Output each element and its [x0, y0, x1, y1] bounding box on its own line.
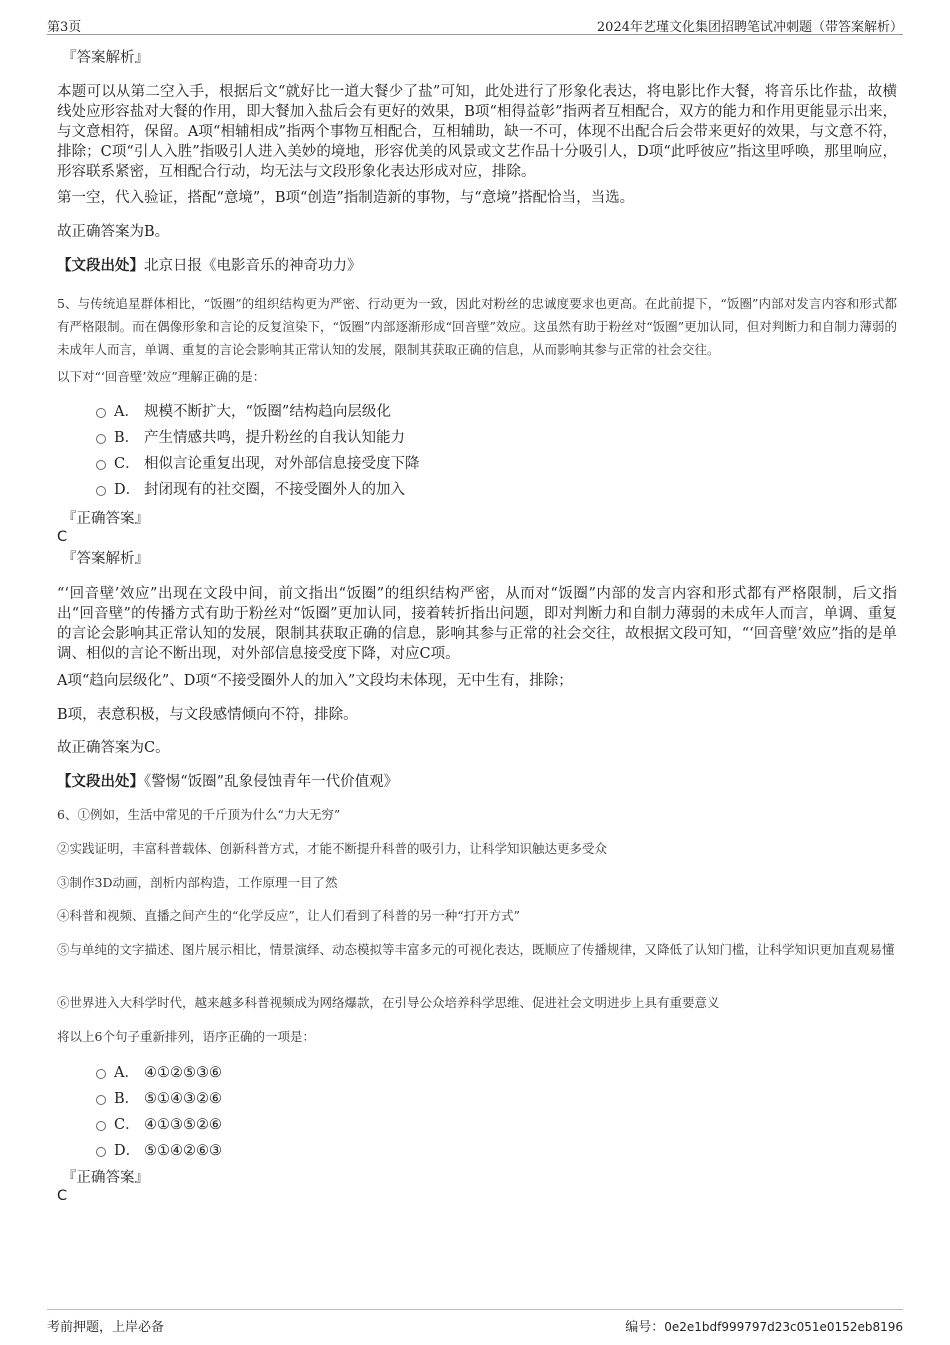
q6-sentence-3: ③制作3D动画，剖析内部构造，工作原理一目了然 — [57, 875, 338, 890]
q5-analysis-label: 『答案解析』 — [62, 551, 149, 567]
q6-option-b[interactable]: B． ⑤①④③②⑥ — [96, 1089, 222, 1109]
q4-analysis-label: 『答案解析』 — [62, 50, 149, 66]
q6-option-a[interactable]: A． ④①②⑤③⑥ — [96, 1063, 222, 1083]
q5-analysis-paragraph-1: “‘回音壁’效应”出现在文段中间，前文指出“饭圈”的组织结构严密，从而对“饭圈”内部的发言内容和形式都有严格限制，后文指出“回音壁”的传播方式有助于粉丝对“饭圈”更加认同，接着转折指出问题，即对判断力和自制力薄弱的未成年人而言，单调、重复的言论会影响其正常认知的发展，限制其获取正确的信息，影响其参与正常的社会交往，故根据文段可知，“‘回音壁’效应”指的是单调、相似的言论不断出现，对外部信息接受度下降，对应C项。 — [57, 586, 897, 662]
q5-option-b[interactable]: B． 产生情感共鸣，提升粉丝的自我认知能力 — [96, 428, 405, 448]
q6-option-d[interactable]: D． ⑤①④②⑥③ — [96, 1141, 222, 1161]
radio-icon[interactable] — [96, 1095, 106, 1105]
q5-question: 以下对“‘回音壁’效应”理解正确的是： — [57, 369, 266, 384]
q6-sentence-4: ④科普和视频、直播之间产生的“化学反应”，让人们看到了科普的另一种“打开方式” — [57, 908, 521, 923]
page-header — [47, 14, 903, 35]
q5-option-d[interactable]: D． 封闭现有的社交圈，不接受圈外人的加入 — [96, 480, 405, 500]
q6-option-c[interactable]: C． ④①③⑤②⑥ — [96, 1115, 222, 1135]
radio-icon[interactable] — [96, 460, 106, 470]
q4-analysis-paragraph-2: 第一空，代入验证，搭配“意境”，B项“创造”指制造新的事物，与“意境”搭配恰当，当选。 — [57, 190, 635, 206]
q5-option-a[interactable]: A． 规模不断扩大，“饭圈”结构趋向层级化 — [96, 402, 391, 422]
q5-source-label: 【文段出处】 — [57, 773, 144, 790]
radio-icon[interactable] — [96, 486, 106, 496]
document-title: 2024年艺瑾文化集团招聘笔试冲刺题（带答案解析） — [596, 20, 903, 35]
page-number: 第3页 — [47, 20, 82, 35]
document-code: 编号：0e2e1bdf999797d23c051e0152eb8196 — [625, 1320, 903, 1335]
q4-analysis-paragraph-3: 故正确答案为B。 — [57, 224, 170, 240]
q6-correct-answer: C — [57, 1188, 68, 1204]
q5-analysis-paragraph-3: B项，表意积极，与文段感情倾向不符，排除。 — [57, 707, 358, 723]
radio-icon[interactable] — [96, 434, 106, 444]
radio-icon[interactable] — [96, 1121, 106, 1131]
radio-icon[interactable] — [96, 1069, 106, 1079]
q6-sentence-5: ⑤与单纯的文字描述、图片展示相比，情景演绎、动态模拟等丰富多元的可视化表达，既顺应了传播规律，又降低了认知门槛，让科学知识更加直观易懂 — [57, 942, 895, 957]
q5-option-c[interactable]: C． 相似言论重复出现，对外部信息接受度下降 — [96, 454, 420, 474]
q4-source-text: 北京日报《电影音乐的神奇功力》 — [144, 258, 362, 274]
q6-sentence-1: 6、①例如，生活中常见的千斤顶为什么“力大无穷” — [57, 807, 341, 822]
q5-analysis-paragraph-2: A项“趋向层级化”、D项“不接受圈外人的加入”文段均未体现，无中生有，排除； — [57, 673, 573, 689]
footer-slogan: 考前押题，上岸必备 — [47, 1320, 165, 1335]
q5-correct-answer: C — [57, 529, 68, 545]
q6-sentence-6: ⑥世界进入大科学时代，越来越多科普视频成为网络爆款，在引导公众培养科学思维、促进社会文明进步上具有重要意义 — [57, 995, 720, 1010]
q4-analysis-paragraph-1: 本题可以从第二空入手，根据后文“就好比一道大餐少了盐”可知，此处进行了形象化表达，将电影比作大餐，将音乐比作盐，故横线处应形容盐对大餐的作用，即大餐加入盐后会有更好的效果，B项“相得益彰”指两者互相配合，双方的能力和作用更能显示出来，与文意相符，保留。A项“相辅相成”指两个事物互相配合，互相辅助，缺一不可，体现不出配合后会带来更好的效果，与文意不符，排除；C项“引人入胜”指吸引人进入美妙的境地，形容优美的风景或文艺作品十分吸引人，D项“此呼彼应”指这里呼唤，那里响应，形容联系紧密，互相配合行动，均无法与文段形象化表达形成对应，排除。 — [57, 84, 897, 180]
page-footer — [47, 1309, 903, 1336]
radio-icon[interactable] — [96, 408, 106, 418]
q6-question: 将以上6个句子重新排列，语序正确的一项是： — [57, 1029, 315, 1044]
q6-correct-label: 『正确答案』 — [62, 1170, 149, 1186]
q4-source — [57, 256, 362, 276]
radio-icon[interactable] — [96, 1147, 106, 1157]
q5-stem: 5、与传统追星群体相比，“饭圈”的组织结构更为严密、行动更为一致，因此对粉丝的忠诚度要求也更高。在此前提下，“饭圈”内部对发言内容和形式都有严格限制。而在偶像形象和言论的反复渲染下，“饭圈”内部逐渐形成“回音壁”效应。这虽然有助于粉丝对“饭圈”更加认同，但对判断力和自制力薄弱的未成年人而言，单调、重复的言论会影响其正常认知的发展，限制其获取正确的信息，从而影响其参与正常的社会交往。 — [57, 296, 897, 357]
q5-source — [57, 772, 398, 792]
q5-source-text: 《警惕“饭圈”乱象侵蚀青年一代价值观》 — [144, 774, 399, 790]
q5-analysis-paragraph-4: 故正确答案为C。 — [57, 740, 170, 756]
q6-sentence-2: ②实践证明，丰富科普载体、创新科普方式，才能不断提升科普的吸引力，让科学知识触达更多受众 — [57, 841, 608, 856]
q5-correct-label: 『正确答案』 — [62, 511, 149, 527]
q4-source-label: 【文段出处】 — [57, 257, 144, 274]
